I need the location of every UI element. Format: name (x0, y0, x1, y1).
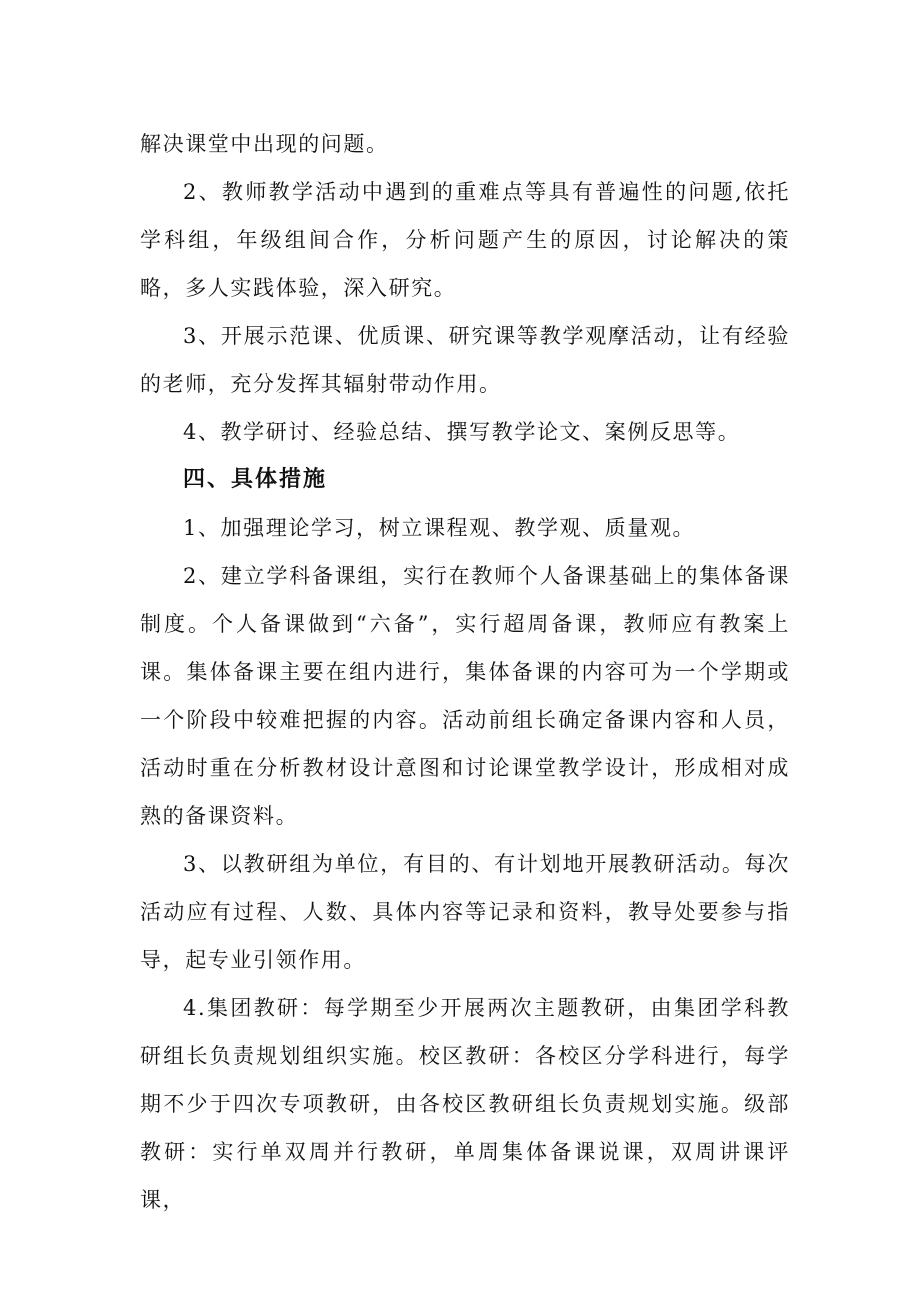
measure-item-2: 2、建立学科备课组，实行在教师个人备课基础上的集体备课制度。个人备课做到“六备”，实行超周备课，教师应有教案上课。集体备课主要在组内进行，集体备课的内容可为一个学期或一个阶段中较难把握的内容。活动前组长确定备课内容和人员，活动时重在分析教材设计意图和讨论课堂教学设计，形成相对成熟的备课资料。 (140, 564, 790, 828)
paragraph-continuation: 解决课堂中出现的问题。 (140, 132, 389, 156)
measure-item-4: 4.集团教研：每学期至少开展两次主题教研，由集团学科教研组长负责规划组织实施。校区教研：各校区分学科进行，每学期不少于四次专项教研，由各校区教研组长负责规划实施。级部教研：实行单双周并行教研，单周集体备课说课，双周讲课评课， (140, 996, 790, 1212)
section-heading: 四、具体措施 (183, 467, 328, 492)
paragraph-item-2: 2、教师教学活动中遇到的重难点等具有普遍性的问题,依托学科组，年级组间合作，分析问题产生的原因，讨论解决的策略，多人实践体验，深入研究。 (140, 180, 790, 300)
paragraph-item-3: 3、开展示范课、优质课、研究课等教学观摩活动，让有经验的老师，充分发挥其辐射带动作用。 (140, 324, 790, 396)
paragraph-item-4: 4、教学研讨、经验总结、撰写教学论文、案例反思等。 (183, 420, 741, 444)
measure-item-3: 3、以教研组为单位，有目的、有计划地开展教研活动。每次活动应有过程、人数、具体内容等记录和资料，教导处要参与指导，起专业引领作用。 (140, 852, 790, 972)
measure-item-1: 1、加强理论学习，树立课程观、教学观、质量观。 (183, 516, 696, 540)
document-page (140, 120, 790, 1224)
